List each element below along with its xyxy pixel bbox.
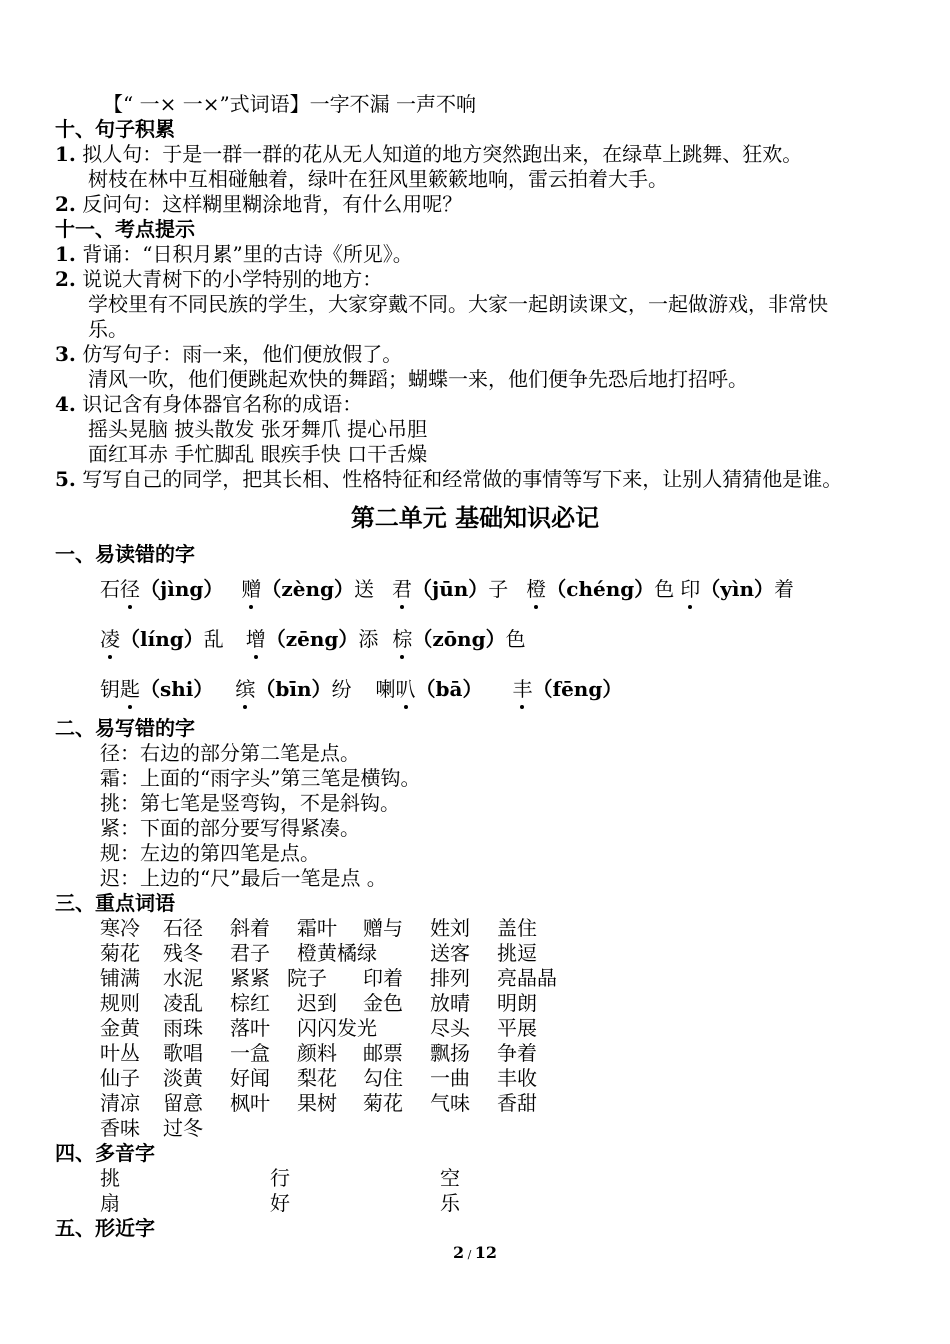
key-word: 落叶 xyxy=(230,1016,270,1040)
key-word: 梨花 xyxy=(297,1066,337,1090)
key-word: 送客 xyxy=(430,941,470,965)
key-word: 迟到 xyxy=(297,991,337,1015)
pinyin: （zèng） xyxy=(261,577,354,601)
key-word: 丰收 xyxy=(497,1066,537,1090)
sentence-2-text: 反问句：这样糊里糊涂地背，有什么用呢？ xyxy=(82,192,463,216)
sentence-1-continued: 树枝在林中互相碰触着，绿叶在狂风里簌簌地响，雷云拍着大手。 xyxy=(88,167,668,191)
dotted-char: 缤 xyxy=(235,674,255,704)
pinyin-row-2 xyxy=(100,624,526,654)
key-word: 仙子 xyxy=(100,1066,140,1090)
pinyin: （chéng） xyxy=(546,577,655,601)
key-word: 斜着 xyxy=(230,916,270,940)
key-word: 印着 xyxy=(363,966,403,990)
key-word: 石径 xyxy=(163,916,203,940)
key-word: 气味 xyxy=(430,1091,470,1115)
key-word: 挑逗 xyxy=(497,941,537,965)
key-word: 君子 xyxy=(230,941,270,965)
key-word: 金黄 xyxy=(100,1016,140,1040)
key-word: 颜料 xyxy=(297,1041,337,1065)
tip-5 xyxy=(55,467,842,492)
pinyin: （zēng） xyxy=(265,627,359,651)
tip-1-number: 1. xyxy=(55,242,76,266)
writing-note: 挑：第七笔是竖弯钩，不是斜钩。 xyxy=(100,791,400,815)
key-word: 叶丛 xyxy=(100,1041,140,1065)
tip-4-idioms-line-2: 面红耳赤 手忙脚乱 眼疾手快 口干舌燥 xyxy=(88,442,428,466)
dotted-char: 匙 xyxy=(120,674,140,704)
char: 送 xyxy=(353,577,374,601)
key-word: 闪闪发光 xyxy=(297,1016,377,1040)
dotted-char: 赠 xyxy=(241,574,261,604)
tip-5-number: 5. xyxy=(55,467,76,491)
tip-3 xyxy=(55,342,402,367)
key-word: 规则 xyxy=(100,991,140,1015)
key-word: 过冬 xyxy=(163,1116,203,1140)
char: 纷 xyxy=(331,677,352,701)
sentences-heading: 十、句子积累 xyxy=(55,117,175,141)
polyphone-char: 好 xyxy=(270,1191,290,1215)
key-word: 棕红 xyxy=(230,991,270,1015)
pinyin: （bīn） xyxy=(255,677,332,701)
char: 喇 xyxy=(375,677,396,701)
key-word: 凌乱 xyxy=(163,991,203,1015)
char: 着 xyxy=(774,577,795,601)
section-2-heading: 二、易写错的字 xyxy=(55,716,195,740)
writing-note: 霜：上面的“雨字头”第三笔是横钩。 xyxy=(100,766,421,790)
tip-4-number: 4. xyxy=(55,392,76,416)
key-word: 枫叶 xyxy=(230,1091,270,1115)
section-1-heading: 一、易读错的字 xyxy=(55,542,195,566)
tip-3-text: 仿写句子：雨一来，他们便放假了。 xyxy=(82,342,403,366)
key-word: 淡黄 xyxy=(163,1066,203,1090)
key-word: 平展 xyxy=(497,1016,537,1040)
key-word: 香味 xyxy=(100,1116,140,1140)
page-number: 2 xyxy=(452,1243,465,1262)
dotted-char: 凌 xyxy=(100,624,120,654)
key-word: 紧紧 xyxy=(230,966,270,990)
pinyin: （yìn） xyxy=(700,577,775,601)
key-word: 赠与 xyxy=(363,916,403,940)
pinyin-row-1 xyxy=(100,574,794,604)
tip-4 xyxy=(55,392,362,417)
pinyin-row-3 xyxy=(100,674,622,704)
char: 色 xyxy=(505,627,526,651)
writing-note: 规：左边的第四笔是点。 xyxy=(100,841,320,865)
key-word: 菊花 xyxy=(100,941,140,965)
key-word: 一盒 xyxy=(230,1041,270,1065)
dotted-char: 增 xyxy=(246,624,266,654)
key-word: 寒冷 xyxy=(100,916,140,940)
tip-2 xyxy=(55,267,382,292)
polyphone-char: 扇 xyxy=(100,1191,120,1215)
key-word: 清凉 xyxy=(100,1091,140,1115)
section-3-heading: 三、重点词语 xyxy=(55,891,175,915)
key-word: 歌唱 xyxy=(163,1041,203,1065)
writing-note: 迟：上边的“尺”最后一笔是点 。 xyxy=(100,866,387,890)
pinyin: （fēng） xyxy=(532,677,623,701)
tip-3-number: 3. xyxy=(55,342,76,366)
dotted-char: 橙 xyxy=(526,574,546,604)
char: 钥 xyxy=(100,677,120,701)
pinyin: （líng） xyxy=(120,627,204,651)
pinyin: （shi） xyxy=(140,677,214,701)
char: 石 xyxy=(100,577,120,601)
key-word: 残冬 xyxy=(163,941,203,965)
key-word: 姓刘 xyxy=(430,916,470,940)
tip-1-text: 背诵：“日积月累”里的古诗《所见》。 xyxy=(82,242,413,266)
tip-1 xyxy=(55,242,413,267)
key-word: 邮票 xyxy=(363,1041,403,1065)
dotted-char: 丰 xyxy=(512,674,532,704)
key-word: 橙黄橘绿 xyxy=(297,941,377,965)
page-separator: / xyxy=(464,1248,475,1261)
key-word: 金色 xyxy=(363,991,403,1015)
tip-2-answer-line-2: 乐。 xyxy=(88,317,128,341)
dotted-char: 叭 xyxy=(396,674,416,704)
key-word: 留意 xyxy=(163,1091,203,1115)
char: 子 xyxy=(488,577,509,601)
tips-heading: 十一、考点提示 xyxy=(55,217,195,241)
key-word: 果树 xyxy=(297,1091,337,1115)
pinyin: （jìng） xyxy=(140,577,224,601)
key-word: 铺满 xyxy=(100,966,140,990)
key-word: 亮晶晶 xyxy=(497,966,557,990)
idiom-pattern-line: 【“ 一× 一×”式词语】一字不漏 一声不响 xyxy=(103,92,477,116)
dotted-char: 径 xyxy=(120,574,140,604)
tip-5-text: 写写自己的同学，把其长相、性格特征和经常做的事情等写下来，让别人猜猜他是谁。 xyxy=(82,467,843,491)
key-word: 争着 xyxy=(497,1041,537,1065)
sentence-2 xyxy=(55,192,462,217)
tip-4-text: 识记含有身体器官名称的成语： xyxy=(82,392,363,416)
sentence-2-number: 2. xyxy=(55,192,76,216)
key-word: 盖住 xyxy=(497,916,537,940)
page-total: 12 xyxy=(474,1243,498,1262)
tip-3-answer: 清风一吹，他们便跳起欢快的舞蹈；蝴蝶一来，他们便争先恐后地打招呼。 xyxy=(88,367,748,391)
dotted-char: 印 xyxy=(680,574,700,604)
key-word: 香甜 xyxy=(497,1091,537,1115)
dotted-char: 棕 xyxy=(392,624,412,654)
polyphone-char: 行 xyxy=(270,1166,290,1190)
key-word: 放晴 xyxy=(430,991,470,1015)
key-word: 尽头 xyxy=(430,1016,470,1040)
tip-2-text: 说说大青树下的小学特别的地方： xyxy=(82,267,383,291)
key-word: 明朗 xyxy=(497,991,537,1015)
sentence-1 xyxy=(55,142,802,167)
section-5-heading: 五、形近字 xyxy=(55,1216,155,1240)
key-word: 一曲 xyxy=(430,1066,470,1090)
key-word: 菊花 xyxy=(363,1091,403,1115)
tip-2-answer-line-1: 学校里有不同民族的学生，大家穿戴不同。大家一起朗读课文，一起做游戏，非常快 xyxy=(88,292,828,316)
key-word: 霜叶 xyxy=(297,916,337,940)
key-word: 院子 xyxy=(287,966,327,990)
key-word: 雨珠 xyxy=(163,1016,203,1040)
sentence-1-number: 1. xyxy=(55,142,76,166)
tip-4-idioms-line-1: 摇头晃脑 披头散发 张牙舞爪 提心吊胆 xyxy=(88,417,428,441)
writing-note: 紧：下面的部分要写得紧凑。 xyxy=(100,816,360,840)
tip-2-number: 2. xyxy=(55,267,76,291)
polyphone-char: 空 xyxy=(440,1166,460,1190)
sentence-1-text: 拟人句：于是一群一群的花从无人知道的地方突然跑出来，在绿草上跳舞、狂欢。 xyxy=(82,142,803,166)
page-footer xyxy=(0,1243,950,1265)
key-word: 好闻 xyxy=(230,1066,270,1090)
polyphone-char: 挑 xyxy=(100,1166,120,1190)
dotted-char: 君 xyxy=(392,574,412,604)
key-word: 勾住 xyxy=(363,1066,403,1090)
pinyin: （zōng） xyxy=(412,627,506,651)
key-word: 排列 xyxy=(430,966,470,990)
char: 乱 xyxy=(203,627,224,651)
pinyin: （bā） xyxy=(415,677,483,701)
char: 色 xyxy=(654,577,675,601)
polyphone-char: 乐 xyxy=(440,1191,460,1215)
pinyin: （jūn） xyxy=(411,577,489,601)
unit-title: 第二单元 基础知识必记 xyxy=(350,504,600,532)
key-word: 水泥 xyxy=(163,966,203,990)
char: 添 xyxy=(358,627,379,651)
writing-note: 径：右边的部分第二笔是点。 xyxy=(100,741,360,765)
key-word: 飘扬 xyxy=(430,1041,470,1065)
section-4-heading: 四、多音字 xyxy=(55,1141,155,1165)
